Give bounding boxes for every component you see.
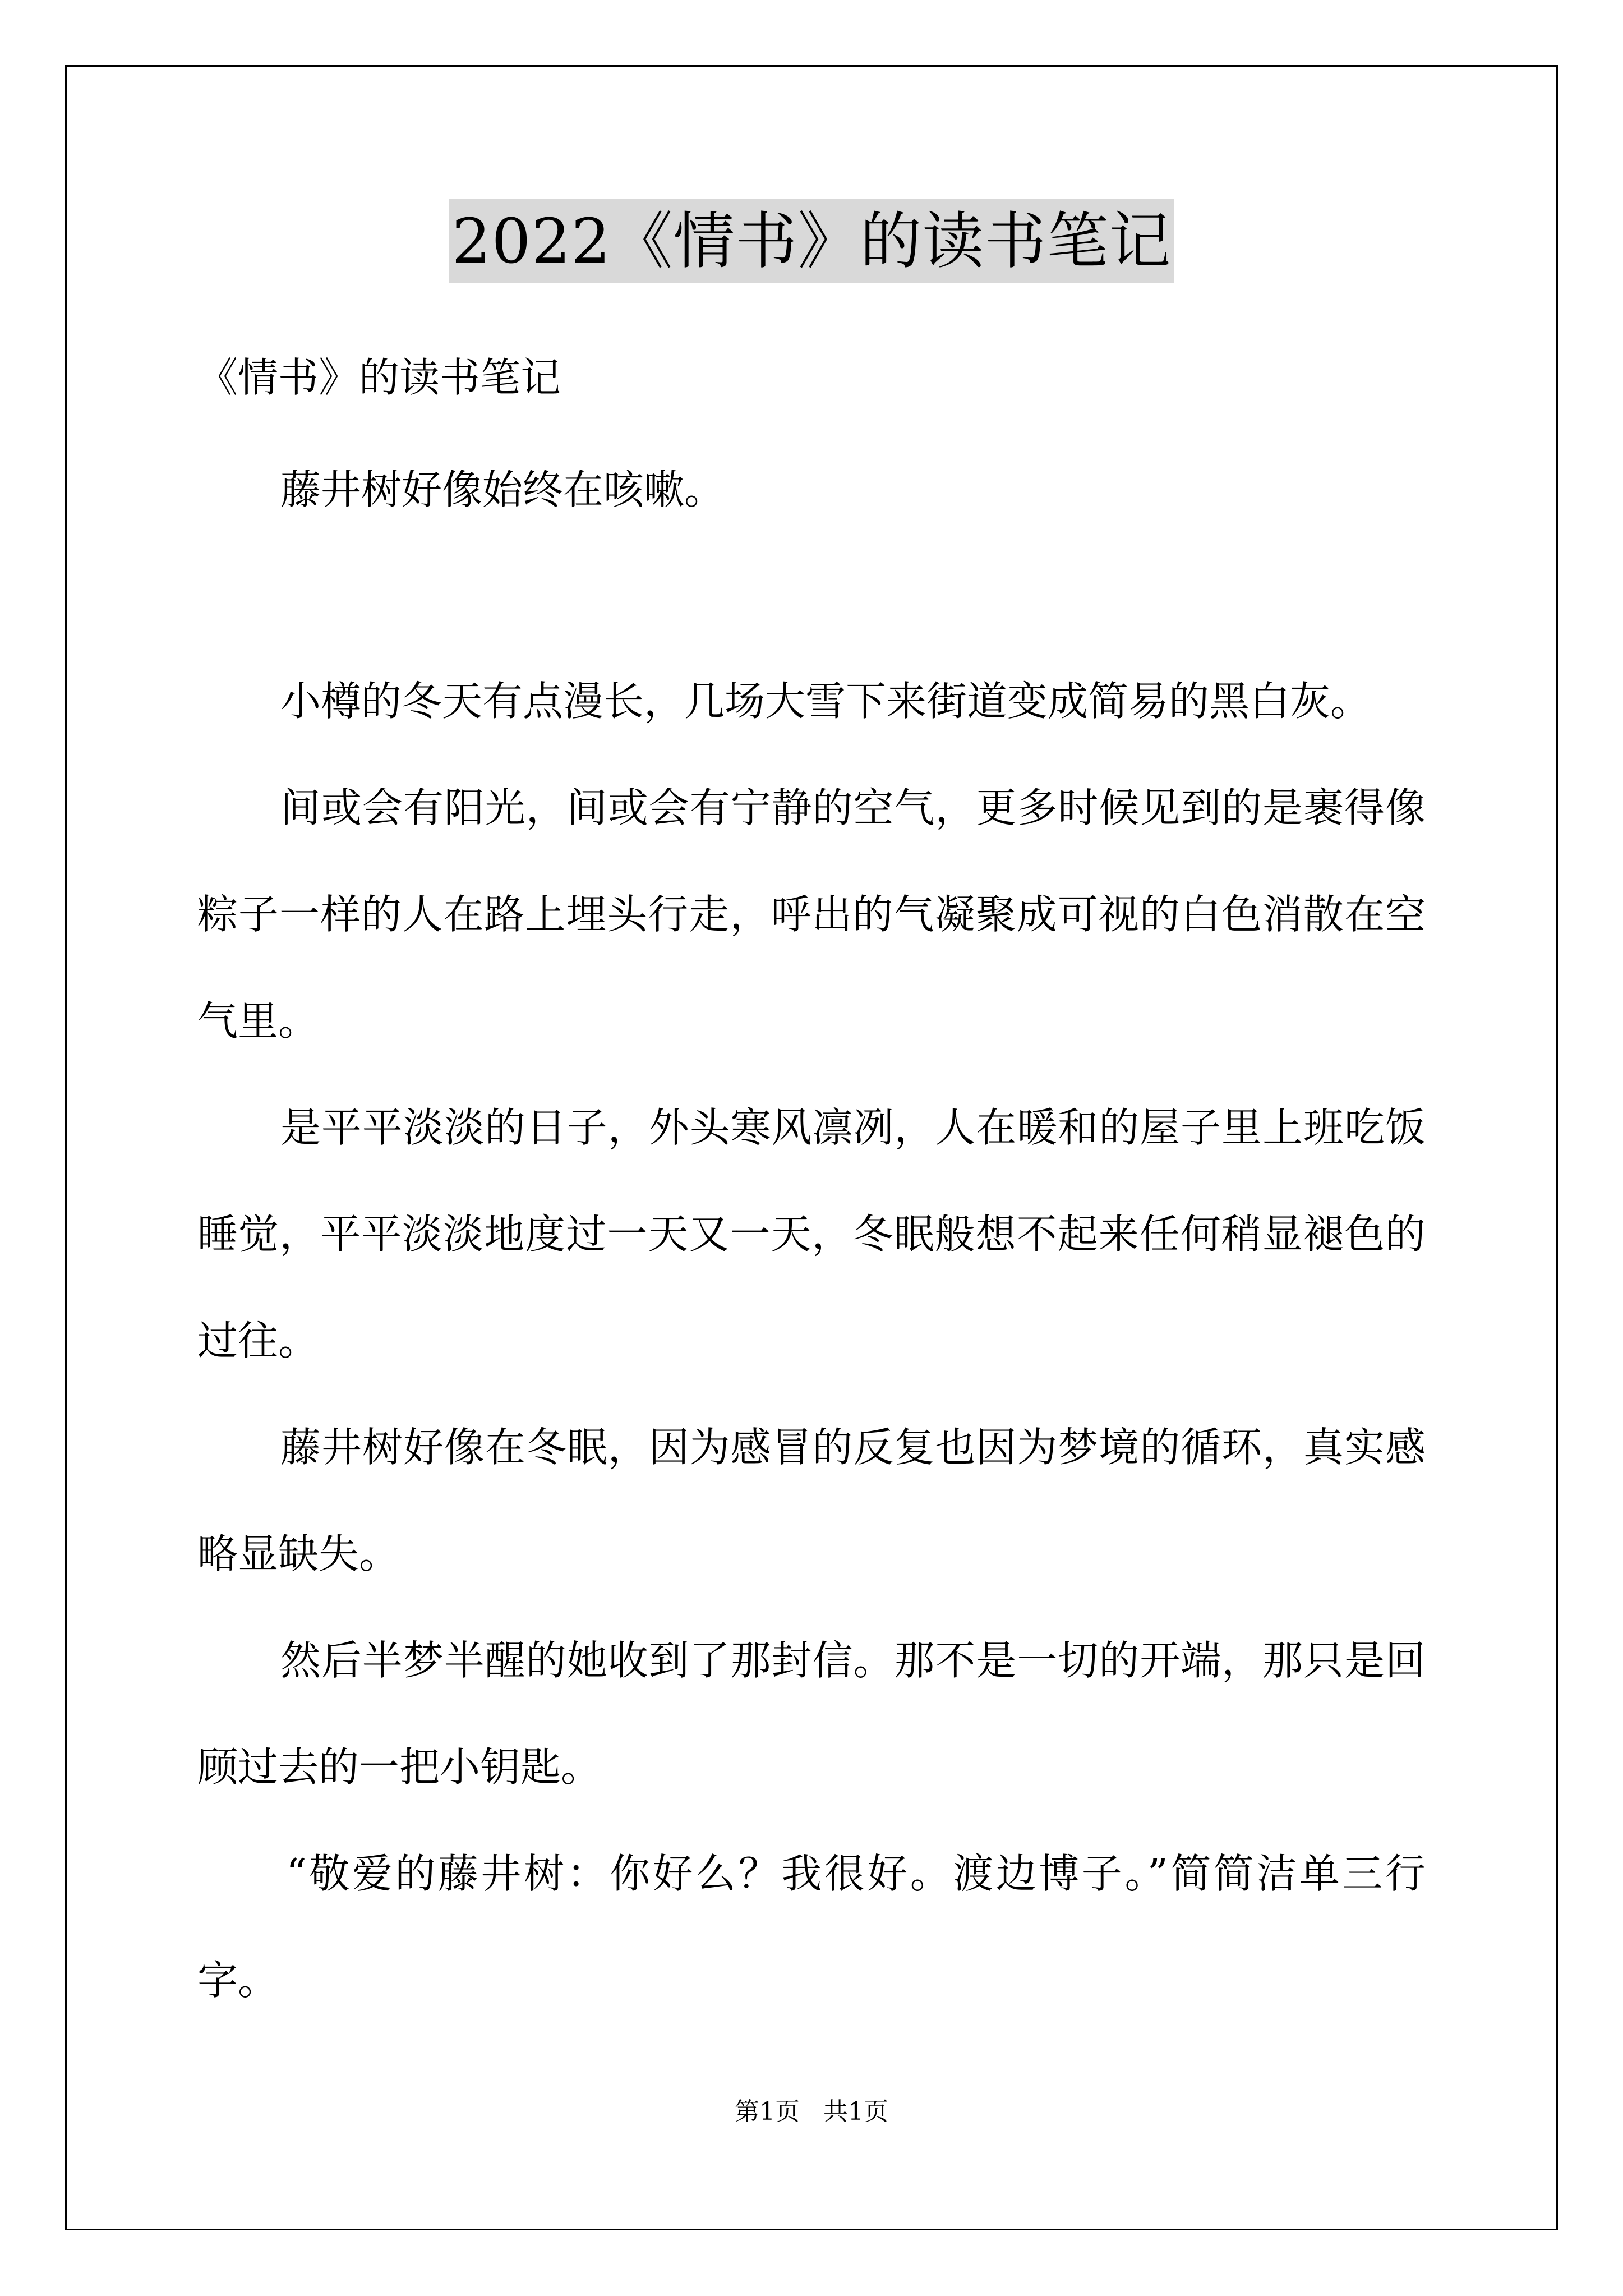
paragraph-line: 然后半梦半醒的她收到了那封信。那不是一切的开端，那只是回 <box>280 1637 1426 1684</box>
paragraph-line: 是平平淡淡的日子，外头寒风凛冽，人在暖和的屋子里上班吃饭 <box>280 1104 1426 1151</box>
paragraph-line: 藤井树好像在冬眠，因为感冒的反复也因为梦境的循环，真实感 <box>280 1424 1426 1471</box>
paragraph-line: 粽子一样的人在路上埋头行走，呼出的气凝聚成可视的白色消散在空 <box>197 891 1426 938</box>
paragraph-line: 藤井树好像始终在咳嗽。 <box>280 466 725 513</box>
paragraph-line: 字。 <box>197 1957 279 2004</box>
title-container <box>0 199 1623 283</box>
paragraph-line: 略显缺失。 <box>197 1530 400 1577</box>
document-title: 2022《情书》的读书笔记 <box>449 199 1175 283</box>
paragraph-line: 小樽的冬天有点漫长，几场大雪下来街道变成简易的黑白灰。 <box>280 678 1371 725</box>
paragraph-line: 间或会有阳光，间或会有宁静的空气，更多时候见到的是裹得像 <box>280 784 1426 831</box>
paragraph-line: 顾过去的一把小钥匙。 <box>197 1743 602 1791</box>
paragraph-line: 气里。 <box>197 997 319 1045</box>
document-subtitle: 《情书》的读书笔记 <box>197 354 561 401</box>
paragraph-line: “敬爱的藤井树：你好么？我很好。渡边博子。”简简洁单三行 <box>286 1850 1426 1897</box>
paragraph-line: 过往。 <box>197 1317 319 1364</box>
page-footer: 第1页 共1页 <box>735 2097 888 2126</box>
paragraph-line: 睡觉，平平淡淡地度过一天又一天，冬眠般想不起来任何稍显褪色的 <box>197 1211 1426 1258</box>
